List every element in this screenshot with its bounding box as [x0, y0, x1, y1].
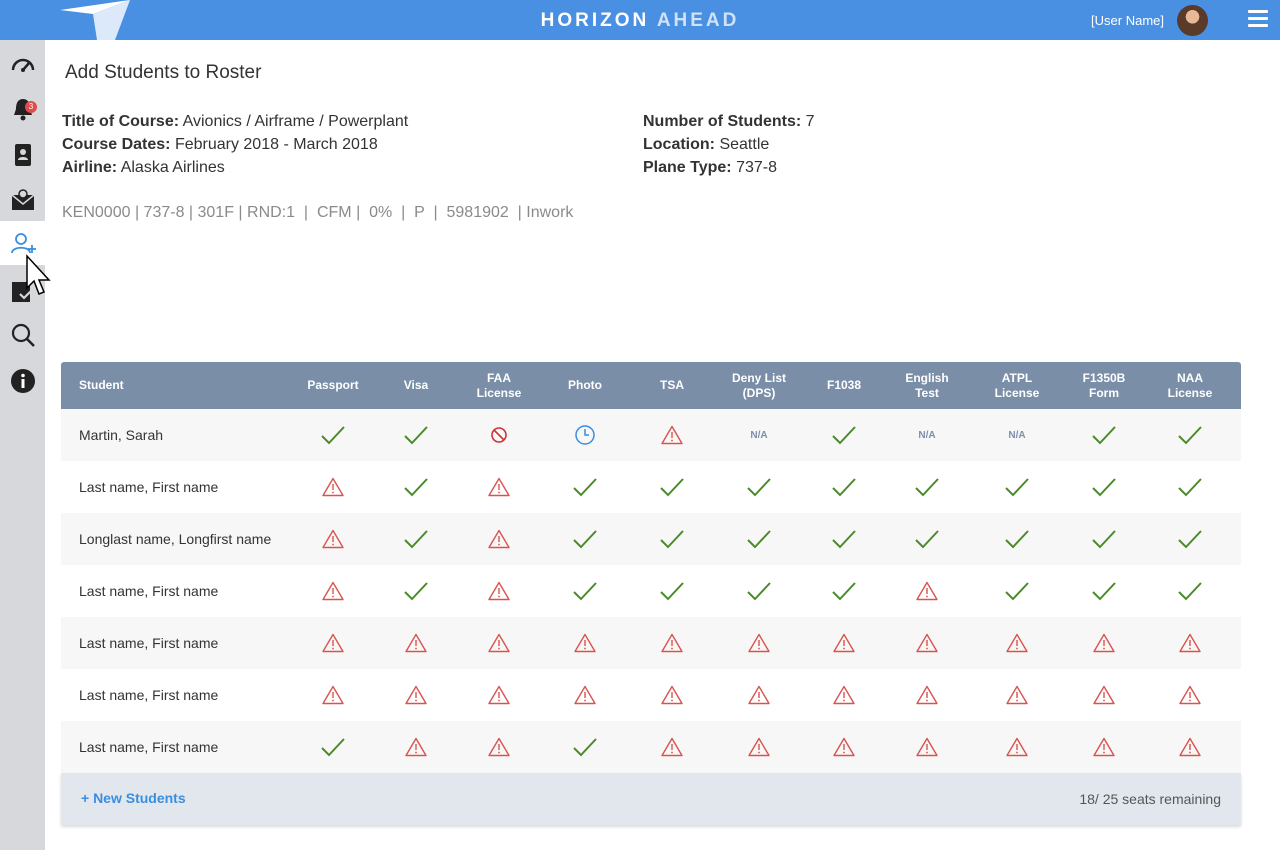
check-icon[interactable] [1084, 461, 1124, 513]
warning-icon[interactable] [313, 461, 353, 513]
check-icon[interactable] [907, 513, 947, 565]
check-icon[interactable] [313, 409, 353, 461]
brand-part1: HORIZON [540, 10, 650, 31]
sidebar-item-dashboard[interactable] [0, 42, 45, 86]
warning-icon[interactable] [907, 669, 947, 721]
warning-icon[interactable] [652, 617, 692, 669]
check-icon[interactable] [652, 513, 692, 565]
column-header[interactable]: ATPL License [994, 370, 1040, 400]
contact-book-icon [10, 142, 36, 168]
sidebar-item-contacts[interactable] [0, 132, 45, 176]
student-name[interactable]: Martin, Sarah [79, 427, 164, 443]
page-title: Add Students to Roster [65, 62, 262, 83]
check-icon[interactable] [824, 409, 864, 461]
warning-icon[interactable] [313, 565, 353, 617]
table-body [61, 409, 1241, 773]
status-na[interactable] [997, 409, 1037, 461]
student-name[interactable]: Longlast name, Longfirst name [79, 531, 272, 547]
warning-icon[interactable] [1084, 617, 1124, 669]
speedometer-icon [10, 52, 36, 76]
seats-remaining: 18/ 25 seats remaining [1079, 791, 1221, 807]
roster-table [61, 362, 1241, 825]
new-students-button[interactable]: + New Students [81, 790, 186, 806]
plane-type-label: Plane Type: [643, 159, 732, 176]
check-icon[interactable] [652, 461, 692, 513]
column-header[interactable]: English Test [905, 370, 949, 400]
column-header[interactable]: Passport [307, 378, 359, 392]
warning-icon[interactable] [997, 617, 1037, 669]
column-header[interactable]: Visa [403, 378, 429, 392]
warning-icon[interactable] [1170, 669, 1210, 721]
table-row[interactable] [61, 461, 1241, 513]
check-icon[interactable] [739, 513, 779, 565]
warning-icon[interactable] [479, 565, 519, 617]
course-dates-label: Course Dates: [62, 136, 171, 153]
warning-icon[interactable] [565, 669, 605, 721]
sidebar-item-mail[interactable] [0, 177, 45, 221]
check-icon[interactable] [824, 565, 864, 617]
mail-icon [10, 187, 36, 213]
info-icon [10, 368, 36, 394]
warning-icon[interactable] [479, 513, 519, 565]
na-label: N/A [918, 429, 936, 441]
warning-icon[interactable] [652, 409, 692, 461]
check-icon[interactable] [1084, 513, 1124, 565]
check-icon[interactable] [565, 513, 605, 565]
warning-icon[interactable] [907, 617, 947, 669]
sidebar [0, 40, 45, 850]
course-info-right [643, 110, 815, 179]
warning-icon[interactable] [396, 721, 436, 773]
check-icon[interactable] [739, 565, 779, 617]
warning-icon[interactable] [396, 617, 436, 669]
airline-value: Alaska Airlines [120, 159, 225, 176]
table-row[interactable] [61, 669, 1241, 721]
student-name[interactable]: Last name, First name [79, 479, 219, 495]
check-icon[interactable] [1170, 461, 1210, 513]
warning-icon[interactable] [652, 669, 692, 721]
check-icon[interactable] [1170, 409, 1210, 461]
warning-icon[interactable] [1084, 669, 1124, 721]
course-info-left [62, 110, 408, 179]
location-value: Seattle [719, 136, 770, 153]
sidebar-item-notifications[interactable] [0, 86, 45, 130]
mouse-cursor-icon [25, 254, 51, 298]
warning-icon[interactable] [1170, 617, 1210, 669]
student-name[interactable]: Last name, First name [79, 635, 219, 651]
check-icon[interactable] [824, 461, 864, 513]
warning-icon[interactable] [997, 669, 1037, 721]
airline-label: Airline: [62, 159, 118, 176]
top-bar [0, 0, 1280, 40]
check-icon[interactable] [396, 409, 436, 461]
location-label: Location: [643, 136, 715, 153]
warning-icon[interactable] [313, 669, 353, 721]
brand-part2: AHEAD [656, 10, 740, 31]
course-title-label: Title of Course: [62, 113, 180, 130]
warning-icon[interactable] [313, 513, 353, 565]
course-meta-line: KEN0000 | 737-8 | 301F | RND:1 | CFM | 0% | P | 5981902 | Inwork [62, 204, 574, 221]
students-count-label: Number of Students: [643, 113, 802, 130]
warning-icon[interactable] [824, 721, 864, 773]
table-row[interactable] [61, 409, 1241, 461]
warning-icon[interactable] [479, 669, 519, 721]
check-icon[interactable] [907, 461, 947, 513]
search-icon [10, 322, 36, 348]
warning-icon[interactable] [739, 617, 779, 669]
column-header[interactable]: F1350B Form [1082, 370, 1126, 400]
hamburger-menu-icon[interactable] [1248, 10, 1268, 30]
column-header[interactable]: FAA License [476, 370, 522, 400]
warning-icon[interactable] [479, 721, 519, 773]
course-title-value: Avionics / Airframe / Powerplant [182, 113, 409, 130]
warning-icon[interactable] [396, 669, 436, 721]
table-row[interactable] [61, 617, 1241, 669]
table-footer [61, 773, 1241, 825]
students-count-value: 7 [805, 113, 815, 130]
clock-icon[interactable] [565, 409, 605, 461]
sidebar-item-info[interactable] [0, 358, 45, 402]
check-icon[interactable] [1084, 565, 1124, 617]
check-icon[interactable] [739, 461, 779, 513]
table-row[interactable] [61, 721, 1241, 773]
check-icon[interactable] [997, 513, 1037, 565]
status-na[interactable] [739, 409, 779, 461]
check-icon[interactable] [565, 721, 605, 773]
column-header[interactable]: Student [79, 378, 124, 392]
sidebar-item-search[interactable] [0, 312, 45, 356]
student-name[interactable]: Last name, First name [79, 687, 219, 703]
table-row[interactable] [61, 513, 1241, 565]
warning-icon[interactable] [479, 617, 519, 669]
warning-icon[interactable] [479, 461, 519, 513]
brand-title [0, 10, 1280, 32]
prohibited-icon[interactable] [479, 409, 519, 461]
check-icon[interactable] [396, 565, 436, 617]
status-na[interactable] [907, 409, 947, 461]
avatar[interactable] [1177, 5, 1208, 36]
na-label: N/A [750, 429, 768, 441]
check-icon[interactable] [997, 461, 1037, 513]
student-name[interactable]: Last name, First name [79, 583, 219, 599]
check-icon[interactable] [997, 565, 1037, 617]
course-dates-value: February 2018 - March 2018 [174, 136, 378, 153]
warning-icon[interactable] [824, 669, 864, 721]
check-icon[interactable] [652, 565, 692, 617]
warning-icon[interactable] [907, 721, 947, 773]
check-icon[interactable] [824, 513, 864, 565]
warning-icon[interactable] [1170, 721, 1210, 773]
column-header[interactable]: NAA License [1167, 370, 1213, 400]
column-header[interactable]: F1038 [826, 378, 862, 392]
check-icon[interactable] [396, 513, 436, 565]
warning-icon[interactable] [907, 565, 947, 617]
warning-icon[interactable] [313, 617, 353, 669]
check-icon[interactable] [313, 721, 353, 773]
na-label: N/A [1008, 429, 1026, 441]
table-header [61, 362, 1241, 409]
warning-icon[interactable] [997, 721, 1037, 773]
notification-badge: 3 [25, 101, 37, 113]
table-row[interactable] [61, 565, 1241, 617]
warning-icon[interactable] [1084, 721, 1124, 773]
warning-icon[interactable] [739, 669, 779, 721]
column-header[interactable]: Photo [568, 378, 602, 392]
plane-type-value: 737-8 [736, 159, 777, 176]
warning-icon[interactable] [565, 617, 605, 669]
user-name[interactable]: [User Name] [1091, 13, 1164, 28]
warning-icon[interactable] [824, 617, 864, 669]
warning-icon[interactable] [739, 721, 779, 773]
check-icon[interactable] [396, 461, 436, 513]
column-header[interactable]: Deny List (DPS) [731, 370, 786, 400]
check-icon[interactable] [1084, 409, 1124, 461]
check-icon[interactable] [1170, 513, 1210, 565]
check-icon[interactable] [1170, 565, 1210, 617]
warning-icon[interactable] [652, 721, 692, 773]
column-header[interactable]: TSA [660, 378, 684, 392]
check-icon[interactable] [565, 565, 605, 617]
check-icon[interactable] [565, 461, 605, 513]
student-name[interactable]: Last name, First name [79, 739, 219, 755]
